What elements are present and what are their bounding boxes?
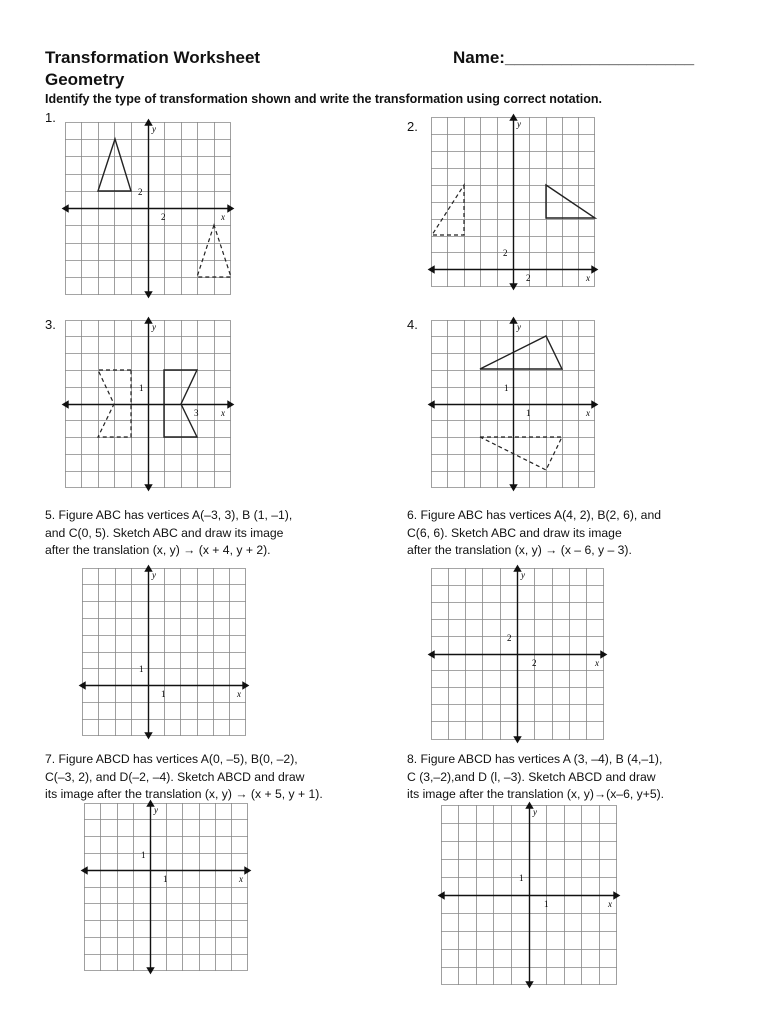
problem-6-line: 6. Figure ABC has vertices A(4, 2), B(2, 6), and [407,508,662,522]
instructions: Identify the type of transformation shown and write the transformation using correct notation. [45,92,602,106]
x-axis-label: x [221,212,225,222]
name-blank[interactable]: ____________________ [504,48,695,67]
coordinate-grid-4 [431,320,595,488]
worksheet-subtitle: Geometry [45,70,125,89]
x-tick-label: 3 [194,408,199,418]
problem-7-line: C(–3, 2), and D(–2, –4). Sketch ABCD and draw [45,769,305,784]
x-axis-label: x [608,899,612,909]
image-triangle-dashed [480,437,562,470]
coordinate-grid-5 [82,568,246,736]
axes [429,318,597,490]
x-axis-label: x [237,689,241,699]
y-axis-label: y [152,322,156,332]
problem-7-line: its image after the translation (x, y) → (x + 5, y + 1). [45,787,323,801]
original-triangle [480,336,562,369]
y-tick-label: 1 [141,850,146,860]
problem-number-3: 3. [45,317,56,332]
gridlines [84,803,248,971]
coordinate-grid-7 [84,803,248,971]
x-axis-label: x [586,273,590,283]
x-axis-label: x [586,408,590,418]
x-tick-label: 1 [544,899,549,909]
x-axis-label: x [239,874,243,884]
axes [63,120,233,297]
axes [429,566,606,742]
problem-7-text [45,751,323,804]
original-figure [164,370,197,437]
problem-5-line: and C(0, 5). Sketch ABC and draw its image [45,525,284,540]
problem-5-text [45,507,292,560]
problem-number-2: 2. [407,119,418,134]
y-tick-label: 1 [139,664,144,674]
axes [82,801,250,973]
y-tick-label: 2 [138,187,143,197]
x-axis-label: x [595,658,599,668]
image-triangle-dashed [197,225,231,277]
name-field[interactable] [453,48,694,68]
x-tick-label: 2 [161,212,166,222]
x-tick-label: 1 [163,874,168,884]
y-axis-label: y [533,807,537,817]
axes [439,803,619,987]
problem-6-text [407,507,661,560]
x-tick-label: 2 [532,658,537,668]
problem-8-line: C (3,–2),and D (l, –3). Sketch ABCD and draw [407,769,656,784]
y-axis-label: y [152,570,156,580]
worksheet-title: Transformation Worksheet [45,48,261,67]
name-label: Name: [453,48,505,67]
coordinate-grid-2 [431,117,595,287]
original-triangle [546,185,595,218]
problem-8-text [407,751,664,804]
problem-number-1: 1. [45,110,56,125]
problem-5-line: 5. Figure ABC has vertices A(–3, 3), B (1, –1), [45,508,293,522]
problem-7-line: 7. Figure ABCD has vertices A(0, –5), B(0, –2), [45,752,298,766]
problem-6-line: after the translation (x, y) → (x – 6, y – 3). [407,543,632,557]
coordinate-grid-8 [441,805,617,985]
x-tick-label: 1 [526,408,531,418]
problem-8-line: its image after the translation (x, y)→(x–6, y+5). [407,787,665,801]
problem-6-line: C(6, 6). Sketch ABC and draw its image [407,525,622,540]
problem-8-line: 8. Figure ABCD has vertices A (3, –4), B (4,–1), [407,752,663,766]
x-tick-label: 1 [161,689,166,699]
problem-5-line: after the translation (x, y) → (x + 4, y + 2). [45,543,271,557]
coordinate-grid-1 [65,122,231,295]
image-triangle-dashed [432,185,464,235]
y-axis-label: y [152,124,156,134]
y-axis-label: y [517,322,521,332]
x-axis-label: x [221,408,225,418]
axes [80,566,248,738]
y-tick-label: 1 [504,383,509,393]
y-tick-label: 2 [507,633,512,643]
y-tick-label: 1 [139,383,144,393]
y-tick-label: 1 [519,873,524,883]
gridlines [82,568,246,736]
problem-number-4: 4. [407,317,418,332]
y-axis-label: y [154,805,158,815]
axes [63,318,233,490]
x-tick-label: 2 [526,273,531,283]
y-tick-label: 2 [503,248,508,258]
coordinate-grid-3 [65,320,231,488]
y-axis-label: y [517,119,521,129]
y-axis-label: y [521,570,525,580]
coordinate-grid-6 [431,568,604,740]
